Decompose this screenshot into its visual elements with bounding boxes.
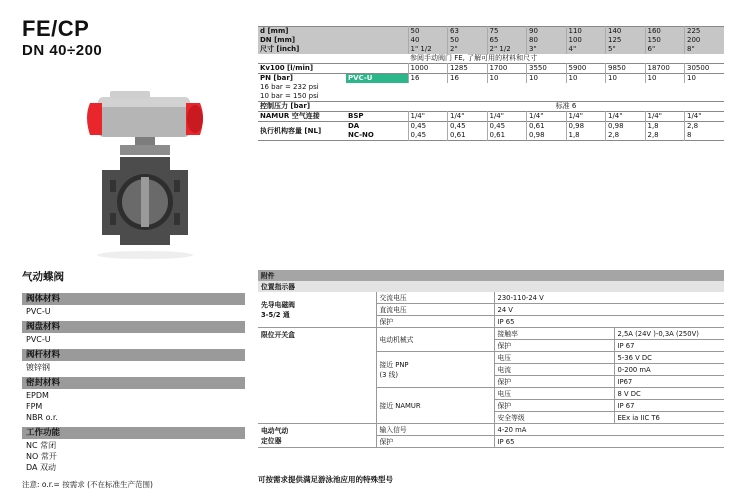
page-subtitle: DN 40÷200 — [22, 42, 103, 59]
bsp-value: 1/4" — [448, 112, 488, 122]
spec-row-pn-note2 — [258, 92, 724, 102]
pn-value: 10 — [487, 74, 527, 84]
da-label: DA — [348, 122, 360, 130]
size-label: 尺寸 [inch] — [260, 45, 300, 53]
da-value: 0,45 — [408, 122, 448, 132]
d-value: 90 — [527, 27, 567, 37]
da-value: 0,98 — [566, 122, 606, 132]
bsp-value: 1/4" — [527, 112, 567, 122]
d-label: d [mm] — [260, 27, 289, 35]
ncno-value: 2,8 — [606, 131, 646, 141]
d-value: 110 — [566, 27, 606, 37]
acc-solenoid-row — [258, 292, 724, 304]
acc-header-row — [258, 270, 724, 281]
bsp-value: 1/4" — [685, 112, 725, 122]
seal-material-value: NBR o.r. — [26, 413, 58, 422]
pn-material-badge: PVC-U — [346, 74, 408, 84]
limit-value: 0-200 mA — [614, 364, 724, 376]
limit-value: EEx ia IIC T6 — [614, 412, 724, 424]
d-value: 75 — [487, 27, 527, 37]
function-value: DA 双动 — [26, 463, 57, 472]
bsp-value: 1/4" — [408, 112, 448, 122]
seal-material-value: FPM — [26, 402, 43, 411]
pn-value: 10 — [645, 74, 685, 84]
acc-limit-row — [258, 328, 724, 340]
control-pressure-value: 标准 6 — [555, 102, 577, 110]
namur-label: NAMUR 空气连接 — [260, 112, 320, 120]
kv-value: 1700 — [487, 64, 527, 74]
limit-key: 电压 — [494, 388, 614, 400]
spec-row-control — [258, 102, 724, 112]
ncno-value: 1,8 — [566, 131, 606, 141]
dn-value: 80 — [527, 36, 567, 45]
limit-group-name: 接近 NAMUR — [376, 388, 494, 424]
kv-label: Kv100 [l/min] — [260, 64, 314, 72]
positioner-key: 保护 — [376, 436, 494, 448]
limit-value: IP 67 — [614, 400, 724, 412]
control-pressure-label: 控制压力 [bar] — [260, 102, 311, 110]
solenoid-value: 230-110-24 V — [494, 292, 724, 304]
dn-value: 150 — [645, 36, 685, 45]
limit-key: 保护 — [494, 376, 614, 388]
size-value: 2" — [448, 45, 488, 54]
section-disc-material: 阀盘材料 — [22, 321, 245, 333]
kv-value: 30500 — [685, 64, 725, 74]
disc-material-value: PVC-U — [26, 335, 51, 344]
kv-value: 18700 — [645, 64, 685, 74]
kv-value: 9850 — [606, 64, 646, 74]
da-value: 2,8 — [685, 122, 725, 132]
positioner-value: IP 65 — [494, 436, 724, 448]
dn-value: 65 — [487, 36, 527, 45]
limit-value: 8 V DC — [614, 388, 724, 400]
dn-value: 40 — [408, 36, 448, 45]
size-value: 2" 1/2 — [487, 45, 527, 54]
size-value: 3" — [527, 45, 567, 54]
acc-position-row — [258, 281, 724, 292]
pn-value: 10 — [566, 74, 606, 84]
actuator-volume-label: 执行机构容量 [NL] — [260, 126, 322, 135]
pn-value: 10 — [606, 74, 646, 84]
accessories-header: 附件 — [261, 271, 275, 280]
d-value: 63 — [448, 27, 488, 37]
kv-value: 5900 — [566, 64, 606, 74]
ncno-label: NC-NO — [348, 131, 374, 139]
ncno-value: 0,98 — [527, 131, 567, 141]
limit-switch-label: 限位开关盒 — [258, 328, 376, 424]
bsp-value: 1/4" — [606, 112, 646, 122]
size-value: 8" — [685, 45, 725, 54]
d-value: 160 — [645, 27, 685, 37]
solenoid-key: 交流电压 — [376, 292, 494, 304]
ncno-value: 8 — [685, 131, 725, 141]
solenoid-value: 24 V — [494, 304, 724, 316]
section-body-material: 阀体材料 — [22, 293, 245, 305]
acc-positioner-row — [258, 424, 724, 436]
product-name: 气动蝶阀 — [22, 271, 64, 283]
page-title: FE/CP — [22, 16, 90, 41]
limit-key: 电流 — [494, 364, 614, 376]
da-value: 0,61 — [527, 122, 567, 132]
da-value: 1,8 — [645, 122, 685, 132]
function-value: NC 常闭 — [26, 441, 57, 450]
kv-value: 1285 — [448, 64, 488, 74]
footnote: 注意: o.r.= 按需求 (不在标准生产范围) — [22, 480, 153, 489]
limit-value: 2,5A (24V )-0,3A (250V) — [614, 328, 724, 340]
manual-note: 参阅手动阀门 FE, 了解可用的材料和尺寸 — [410, 54, 538, 62]
bsp-label: BSP — [348, 112, 364, 120]
accessories-table — [258, 270, 724, 448]
ncno-value: 0,61 — [487, 131, 527, 141]
limit-group-name: 电动机械式 — [376, 328, 494, 352]
bsp-value: 1/4" — [487, 112, 527, 122]
positioner-value: 4-20 mA — [494, 424, 724, 436]
body-material-value: PVC-U — [26, 307, 51, 316]
limit-value: 5-36 V DC — [614, 352, 724, 364]
limit-group-name: 接近 PNP (3 线) — [376, 352, 494, 388]
pn-note: 10 bar = 150 psi — [260, 92, 319, 100]
da-value: 0,45 — [487, 122, 527, 132]
size-value: 1" 1/2 — [408, 45, 448, 54]
pn-value: 16 — [448, 74, 488, 84]
size-value: 4" — [566, 45, 606, 54]
pn-note: 16 bar = 232 psi — [260, 83, 319, 91]
spec-row-da — [258, 122, 724, 132]
dn-value: 125 — [606, 36, 646, 45]
section-stem-material: 阀杆材料 — [22, 349, 245, 361]
limit-key: 保护 — [494, 340, 614, 352]
spec-row-kv — [258, 64, 724, 74]
spec-row-pn-note1 — [258, 83, 724, 92]
pn-value: 10 — [685, 74, 725, 84]
seal-material-value: EPDM — [26, 391, 49, 400]
spec-row-pn — [258, 74, 724, 84]
ncno-value: 0,45 — [408, 131, 448, 141]
limit-key: 保护 — [494, 400, 614, 412]
kv-value: 1000 — [408, 64, 448, 74]
limit-value: IP 67 — [614, 340, 724, 352]
dn-value: 100 — [566, 36, 606, 45]
dn-label: DN [mm] — [260, 36, 296, 44]
size-value: 6" — [645, 45, 685, 54]
position-indicator-label: 位置指示器 — [261, 282, 295, 291]
bsp-value: 1/4" — [566, 112, 606, 122]
pn-value: 10 — [527, 74, 567, 84]
d-value: 140 — [606, 27, 646, 37]
positioner-label: 电动气动 定位器 — [258, 424, 376, 448]
solenoid-key: 直流电压 — [376, 304, 494, 316]
solenoid-label: 先导电磁阀 3-5/2 通 — [258, 292, 376, 328]
spec-row-dn — [258, 36, 724, 45]
stem-material-value: 镀锌钢 — [26, 363, 50, 372]
function-value: NO 常开 — [26, 452, 57, 461]
pn-value: 16 — [408, 74, 448, 84]
section-function: 工作功能 — [22, 427, 245, 439]
da-value: 0,45 — [448, 122, 488, 132]
kv-value: 3550 — [527, 64, 567, 74]
solenoid-value: IP 65 — [494, 316, 724, 328]
limit-key: 电压 — [494, 352, 614, 364]
solenoid-key: 保护 — [376, 316, 494, 328]
section-seal-material: 密封材料 — [22, 377, 245, 389]
limit-value: IP67 — [614, 376, 724, 388]
dn-value: 200 — [685, 36, 725, 45]
spec-row-manual — [258, 54, 724, 64]
limit-key: 接触率 — [494, 328, 614, 340]
spec-row-d — [258, 27, 724, 37]
dn-value: 50 — [448, 36, 488, 45]
pn-label: PN [bar] — [260, 74, 294, 82]
size-value: 5" — [606, 45, 646, 54]
ncno-value: 0,61 — [448, 131, 488, 141]
spec-row-size — [258, 45, 724, 54]
spec-row-bsp — [258, 112, 724, 122]
d-value: 225 — [685, 27, 725, 37]
ncno-value: 2,8 — [645, 131, 685, 141]
positioner-key: 输入信号 — [376, 424, 494, 436]
bsp-value: 1/4" — [645, 112, 685, 122]
da-value: 0,98 — [606, 122, 646, 132]
valve-image — [80, 85, 210, 260]
d-value: 50 — [408, 27, 448, 37]
limit-key: 安全等级 — [494, 412, 614, 424]
spec-table — [258, 26, 724, 141]
footer-note: 可按需求提供满足游泳池应用的特殊型号 — [258, 475, 393, 484]
